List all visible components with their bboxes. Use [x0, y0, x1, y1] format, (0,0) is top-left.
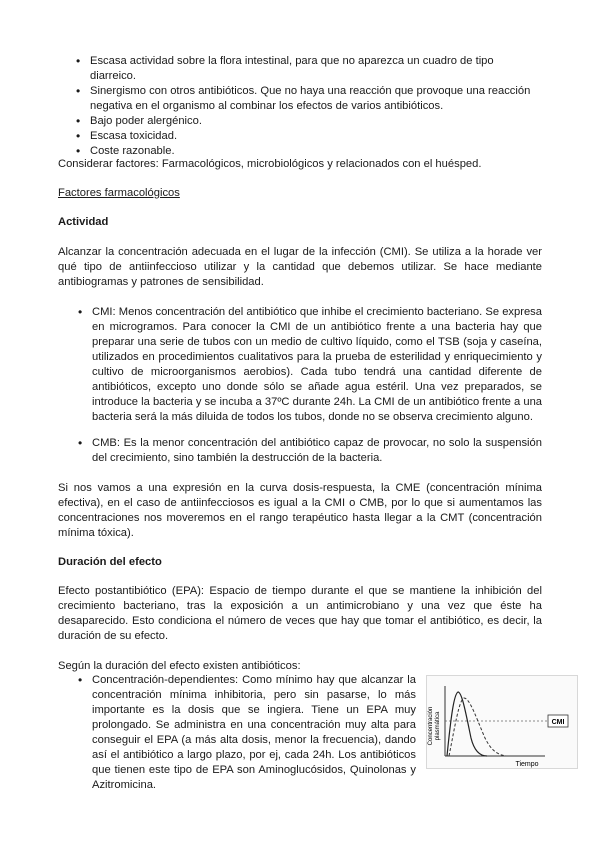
- cmi-label: CMI: [551, 719, 565, 726]
- section-title: Factores farmacológicos: [58, 187, 180, 199]
- cmb-bullet: • CMB: Es la menor concentración del antibiótico capaz de provocar, no solo la suspensión del crecimiento, sino también la destrucción de la bacteria.: [92, 436, 542, 466]
- fast-curve: [447, 692, 487, 756]
- activity-bullet-list: [92, 305, 542, 425]
- factors-sentence: Considerar factores: Farmacológicos, microbiológicos y relacionados con el huésped.: [58, 158, 482, 170]
- duration-bullet-list: [92, 673, 416, 793]
- duration-paragraph: Efecto postantibiótico (EPA): Espacio de tiempo durante el que se mantiene la inhibición del crecimiento bacteriano, tras la exposición a un antimicrobiano y una vez que éste ha desaparecido. Esto condiciona el número de veces que hay que tomar el antibiótico, es decir, la duración de su efecto.: [58, 585, 542, 642]
- curve-paragraph: Si nos vamos a una expresión en la curva dosis-respuesta, la CME (concentración mínima efectiva), en el caso de antiinfecciosos es igual a la CMI o CMB, por lo que si aumentamos las concentraciones nos moveremos en el rango terapéutico hasta llegar a la CMT (concentración mínima tóxica).: [58, 482, 542, 539]
- y-axis-label-1: Concentración: [428, 706, 434, 746]
- x-axis-label: Tiempo: [515, 761, 539, 768]
- y-axis-label-2: plasmática: [435, 711, 441, 741]
- intro-bullet-list: [90, 54, 542, 159]
- cmi-bullet: • CMI: Menos concentración del antibiótico que inhibe el crecimiento bacteriano. Se expresa en microgramos. Para conocer la CMI de un antibiótico frente a una bacteria hay que preparar una serie de tubos con un medio de cultivo líquido, como el TSB (soja y caseína, utilizados en procedimientos cualitativos para la prueba de esterilidad y enriquecimiento y cultivo de microorganismos aerobios). Cada tubo tendrá una cantidad diferente de antibióticos, excepto uno donde sólo se añade agua estéril. Una vez preparados, se introduce la bacteria y se incuba a 37ºC durante 24h. La CMI de un antibiótico frente a una bacteria será la más diluida de todos los tubos, donde no se observa crecimiento alguno.: [92, 305, 542, 425]
- list-item: • Coste razonable.: [90, 144, 542, 159]
- activity-heading: Actividad: [58, 216, 109, 228]
- duration-lead: Según la duración del efecto existen antibióticos:: [58, 660, 301, 672]
- list-item: • Escasa actividad sobre la flora intestinal, para que no aparezca un cuadro de tipo diarreico.: [90, 54, 542, 84]
- concentration-curve-graph: [427, 676, 577, 768]
- list-item: • Escasa toxicidad.: [90, 129, 542, 144]
- activity-paragraph: Alcanzar la concentración adecuada en el lugar de la infección (CMI). Se utiliza a la horade ver qué tipo de antiinfeccioso utilizar y la cantidad que debemos utilizar. Se hace mediante antibiogramas y patrones de sensibilidad.: [58, 246, 542, 288]
- concentration-dependent-bullet: • Concentración-dependientes: Como mínimo hay que alcanzar la concentración mínima inhibitoria, pero sin pasarse, lo más importante es la dosis que se ingiera. Tiene un EPA muy prolongado. Se administra en una concentración muy alta para conseguir el EPA (a más alta dosis, menor la frecuencia), dando así el antibiótico a largo plazo, por ej, cada 24h. Los antibióticos que tienen este tipo de EPA son Aminoglucósidos, Quinolonas y Azitromicina.: [92, 673, 416, 793]
- concentration-time-figure: [426, 675, 578, 769]
- list-item: • Bajo poder alergénico.: [90, 114, 542, 129]
- list-item: • Sinergismo con otros antibióticos. Que no haya una reacción que provoque una reacción negativa en el organismo al combinar los efectos de varios antibióticos.: [90, 84, 542, 114]
- activity-bullet-list-2: [92, 436, 542, 466]
- duration-heading: Duración del efecto: [58, 556, 162, 568]
- slow-curve: [449, 698, 507, 756]
